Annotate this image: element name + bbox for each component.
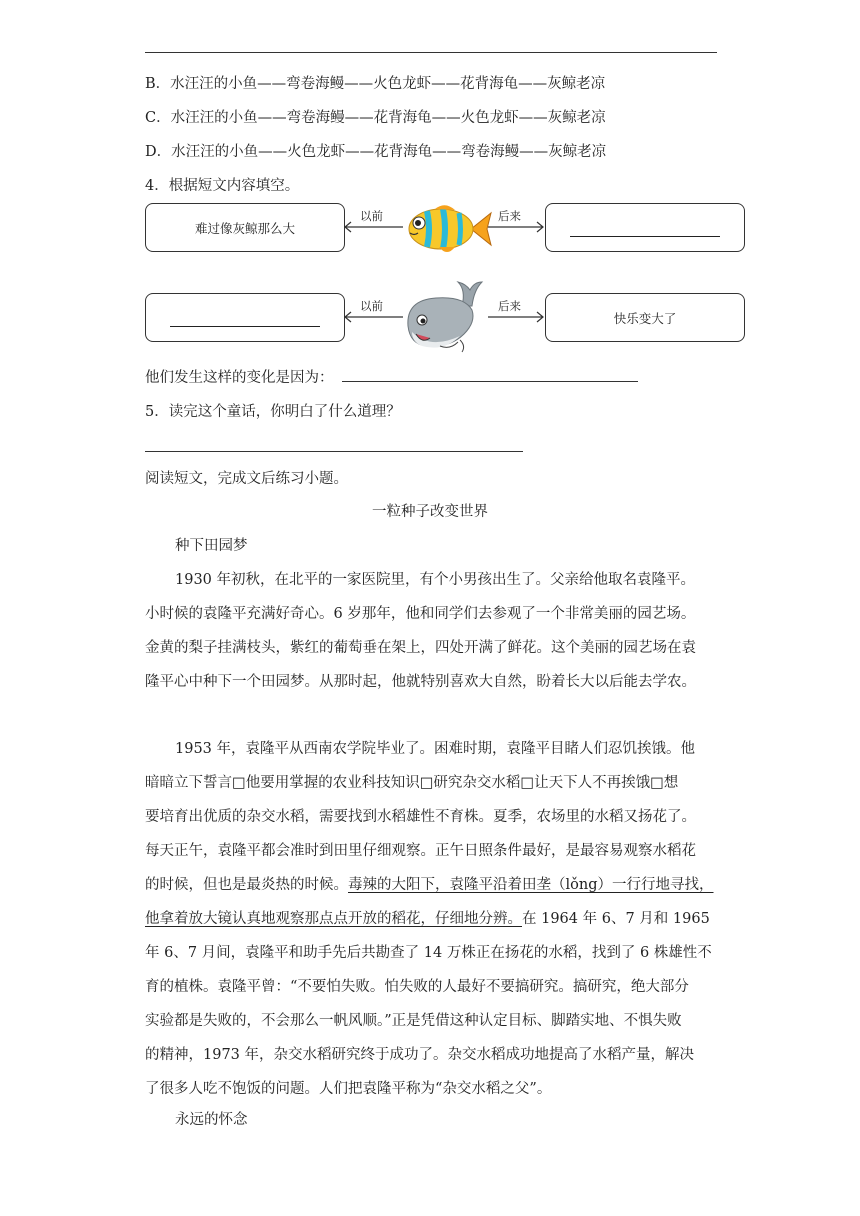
- fish-after-box: [545, 203, 745, 252]
- section-2-title: 永远的怀念: [175, 1112, 248, 1128]
- paragraph-2: [145, 732, 725, 1106]
- p2-line: 育的植株。袁隆平曾：“不要怕失败。怕失败的人最好不要搞研究。搞研究，绝大部分: [145, 979, 689, 995]
- row1-after-label: 后来: [498, 209, 521, 223]
- p2-line: 每天正午，袁隆平都会准时到田里仔细观察。正午日照条件最好，是最容易观察水稻花: [145, 843, 696, 859]
- underlined-sentence-part-2: 他拿着放大镜认真地观察那点点开放的稻花，仔细地分辨。: [145, 911, 522, 927]
- row2-before-label: 以前: [360, 299, 383, 313]
- p2-line: 要培育出优质的杂交水稻，需要找到水稻雄性不育株。夏季，农场里的水稻又扬花了。: [145, 809, 696, 825]
- section-1-title: 种下田园梦: [175, 538, 248, 554]
- p2-line-mixed: [145, 868, 725, 902]
- reason-label: 他们发生这样的变化是因为：: [145, 370, 334, 386]
- q5-answer-blank[interactable]: [145, 451, 523, 452]
- fish-after-blank[interactable]: [570, 236, 720, 237]
- underlined-sentence-part-1: 毒辣的大阳下，袁隆平沿着田垄（lǒng）一行行地寻找，: [348, 877, 714, 893]
- p1-line: 金黄的梨子挂满枝头，紫红的葡萄垂在架上，四处开满了鲜花。这个美丽的园艺场在袁: [145, 640, 696, 656]
- p1-line: 隆平心中种下一个田园梦。从那时起，他就特别喜欢大自然，盼着长大以后能去学农。: [145, 674, 696, 690]
- row2-after-label: 后来: [498, 299, 521, 313]
- option-d: D．水汪汪的小鱼——火色龙虾——花背海龟——弯卷海鳗——灰鲸老凉: [145, 144, 607, 160]
- p2-line: 了很多人吃不饱饭的问题。人们把袁隆平称为“杂交水稻之父”。: [145, 1081, 552, 1097]
- whale-icon: [400, 276, 486, 356]
- row1-before-label: 以前: [360, 209, 383, 223]
- p2-line: 实验都是失败的，不会那么一帆风顺。”正是凭借这种认定目标、脚踏实地、不惧失败: [145, 1013, 682, 1029]
- p2-line: 年 6、7 月间，袁隆平和助手先后共勘查了 14 万株正在扬花的水稻，找到了 6 株雄性不: [145, 945, 712, 961]
- whale-before-blank[interactable]: [170, 326, 320, 327]
- whale-after-text: 快乐变大了: [613, 310, 677, 326]
- whale-before-box: [145, 293, 345, 342]
- p1-line: 小时候的袁隆平充满好奇心。6 岁那年，他和同学们去参观了一个非常美丽的园艺场。: [145, 606, 696, 622]
- whale-after-box: [545, 293, 745, 342]
- p2-text: 的时候，但也是最炎热的时候。: [145, 877, 348, 893]
- fish-before-box: [145, 203, 345, 252]
- p2-line: 的精神，1973 年，杂交水稻研究终于成功了。杂交水稻成功地提高了水稻产量，解决: [145, 1047, 695, 1063]
- top-divider: [145, 52, 717, 53]
- option-b: B．水汪汪的小鱼——弯卷海鳗——火色龙虾——花背海龟——灰鲸老凉: [145, 76, 606, 92]
- question-4-title: 4．根据短文内容填空。: [145, 178, 300, 194]
- reason-blank[interactable]: [342, 381, 638, 382]
- paragraph-1: [145, 563, 725, 699]
- option-c: C．水汪汪的小鱼——弯卷海鳗——花背海龟——火色龙虾——灰鲸老凉: [145, 110, 606, 126]
- reading-intro: 阅读短文，完成文后练习小题。: [145, 471, 348, 487]
- fish-icon: [405, 203, 493, 255]
- p2-line: 1953 年，袁隆平从西南农学院毕业了。困难时期，袁隆平目睹人们忍饥挨饿。他: [175, 741, 696, 757]
- p1-line: 1930 年初秋，在北平的一家医院里，有个小男孩出生了。父亲给他取名袁隆平。: [175, 572, 696, 588]
- p2-line-mixed: [145, 902, 725, 936]
- fish-before-text: 难过像灰鲸那么大: [194, 220, 295, 236]
- article-title: 一粒种子改变世界: [372, 504, 488, 520]
- p2-line: 暗暗立下誓言□他要用掌握的农业科技知识□研究杂交水稻□让天下人不再挨饿□想: [145, 775, 679, 791]
- question-5-title: 5．读完这个童话，你明白了什么道理？: [145, 404, 401, 420]
- p2-text: 在 1964 年 6、7 月和 1965: [522, 911, 710, 927]
